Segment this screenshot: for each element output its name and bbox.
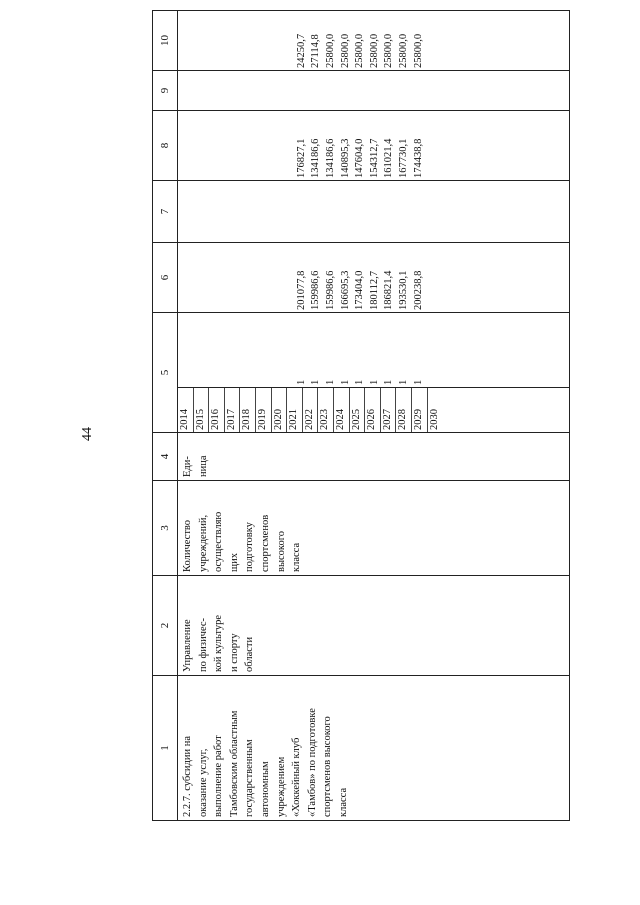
col8-cell xyxy=(222,111,237,180)
header-row xyxy=(153,11,178,821)
header-col-3: 3 xyxy=(153,481,178,576)
col-8-values xyxy=(178,111,570,181)
col-8-list xyxy=(178,111,569,180)
col8-cell xyxy=(207,111,222,180)
col10-cell xyxy=(236,11,251,70)
years-cell: 2029 xyxy=(412,388,428,432)
col5-cell xyxy=(266,313,281,387)
col8-cell: 140895,3 xyxy=(339,138,351,178)
col6-cell: 166695,3 xyxy=(339,270,351,310)
header-col-4: 4 xyxy=(153,433,178,481)
header-col-2: 2 xyxy=(153,576,178,676)
col10-cell xyxy=(193,11,208,70)
col8-cell: 154312,7 xyxy=(368,138,380,178)
col5-cell: 1 xyxy=(324,379,336,385)
col5-cell xyxy=(236,313,251,387)
col10-cell xyxy=(222,11,237,70)
col-6-list xyxy=(178,243,569,312)
years-cell: 2027 xyxy=(381,388,397,432)
col5-cell xyxy=(251,313,266,387)
col10-cell xyxy=(280,11,295,70)
col6-cell xyxy=(280,243,295,312)
years-list xyxy=(178,387,569,432)
col6-cell: 159986,6 xyxy=(310,270,322,310)
years-cell: 2014 xyxy=(178,388,194,432)
col6-cell xyxy=(178,243,193,312)
header-col-1: 1 xyxy=(153,676,178,821)
table-row xyxy=(178,11,570,821)
col10-cell: 25800,0 xyxy=(339,33,351,68)
col6-cell xyxy=(222,243,237,312)
col6-cell: 201077,8 xyxy=(295,270,307,310)
budget-table xyxy=(152,10,570,821)
col5-cell: 1 xyxy=(397,379,409,385)
header-col-5: 5 xyxy=(153,313,178,433)
years-cell: 2030 xyxy=(428,409,440,430)
years-cell: 2028 xyxy=(396,388,412,432)
years-cell: 2025 xyxy=(350,388,366,432)
col6-cell xyxy=(236,243,251,312)
indicator-values xyxy=(178,313,569,387)
col8-cell: 167730,1 xyxy=(397,138,409,178)
responsible-body: Управление по физичес- кой культуре и спорту области xyxy=(178,576,570,676)
col5-cell xyxy=(222,313,237,387)
col8-cell xyxy=(178,111,193,180)
col10-cell: 27114,8 xyxy=(310,34,322,68)
col5-cell: 1 xyxy=(368,379,380,385)
col10-cell xyxy=(178,11,193,70)
col8-cell xyxy=(251,111,266,180)
col5-cell: 1 xyxy=(339,379,351,385)
col-10-list xyxy=(178,11,569,70)
col6-cell: 159986,6 xyxy=(324,270,336,310)
col5-cell: 1 xyxy=(310,379,322,385)
col5-cell: 1 xyxy=(295,379,307,385)
indicator-name: Количество учреждений, осуществляю щих подготовку спортсменов высокого класса xyxy=(178,481,570,576)
header-col-8: 8 xyxy=(153,111,178,181)
header-col-6: 6 xyxy=(153,243,178,313)
activity-description: 2.2.7. субсидии на оказание услуг, выполнение работ Тамбовским областным государственным автономным учреждением «Хоккейный клуб «Тамбов» по подготовке спортсменов высокого класса xyxy=(178,676,570,821)
header-col-9: 9 xyxy=(153,71,178,111)
col5-cell xyxy=(207,313,222,387)
col-7-values xyxy=(178,181,570,243)
col-10-values xyxy=(178,11,570,71)
years-cell: 2016 xyxy=(209,388,225,432)
years-cell: 2019 xyxy=(256,388,272,432)
col6-cell: 200238,8 xyxy=(412,270,424,310)
col6-cell: 173404,0 xyxy=(354,270,366,310)
years-cell: 2018 xyxy=(240,388,256,432)
col5-cell: 1 xyxy=(412,379,424,385)
years-and-values xyxy=(178,313,570,433)
years-cell: 2022 xyxy=(303,388,319,432)
col6-cell: 193530,1 xyxy=(397,270,409,310)
col10-cell xyxy=(251,11,266,70)
header-col-10: 10 xyxy=(153,11,178,71)
col8-cell: 174438,8 xyxy=(412,138,424,178)
col5-cell: 1 xyxy=(354,379,366,385)
col10-cell xyxy=(266,11,281,70)
col10-cell: 25800,0 xyxy=(324,33,336,68)
col5-cell xyxy=(178,313,193,387)
page-number: 44 xyxy=(80,427,95,441)
col5-cell xyxy=(280,313,295,387)
col10-cell: 25800,0 xyxy=(397,33,409,68)
col8-cell xyxy=(266,111,281,180)
col10-cell xyxy=(207,11,222,70)
col6-cell: 186821,4 xyxy=(383,270,395,310)
col8-cell xyxy=(236,111,251,180)
col8-cell xyxy=(280,111,295,180)
col10-cell: 25800,0 xyxy=(354,33,366,68)
years-cell: 2020 xyxy=(272,388,288,432)
col8-cell: 134186,6 xyxy=(310,138,322,178)
col10-cell: 25800,0 xyxy=(368,33,380,68)
col5-cell xyxy=(193,313,208,387)
col6-cell: 180112,7 xyxy=(368,271,380,310)
unit: Еди- ница xyxy=(178,433,570,481)
rotated-table-container xyxy=(152,31,570,821)
years-cell: 2021 xyxy=(287,388,303,432)
col5-cell: 1 xyxy=(383,379,395,385)
years-cell: 2026 xyxy=(365,388,381,432)
col8-cell: 176827,1 xyxy=(295,138,307,178)
col6-cell xyxy=(266,243,281,312)
col6-cell xyxy=(251,243,266,312)
col10-cell: 24250,7 xyxy=(295,33,307,68)
col10-cell: 25800,0 xyxy=(412,33,424,68)
col8-cell: 134186,6 xyxy=(324,138,336,178)
col8-cell: 147604,0 xyxy=(354,138,366,178)
col8-cell: 161021,4 xyxy=(383,138,395,178)
years-cell: 2015 xyxy=(194,388,210,432)
col-6-values xyxy=(178,243,570,313)
header-col-7: 7 xyxy=(153,181,178,243)
years-cell: 2017 xyxy=(225,388,241,432)
years-cell: 2023 xyxy=(318,388,334,432)
col6-cell xyxy=(207,243,222,312)
col10-cell: 25800,0 xyxy=(383,33,395,68)
col8-cell xyxy=(193,111,208,180)
col6-cell xyxy=(193,243,208,312)
years-cell: 2024 xyxy=(334,388,350,432)
col-9-values xyxy=(178,71,570,111)
